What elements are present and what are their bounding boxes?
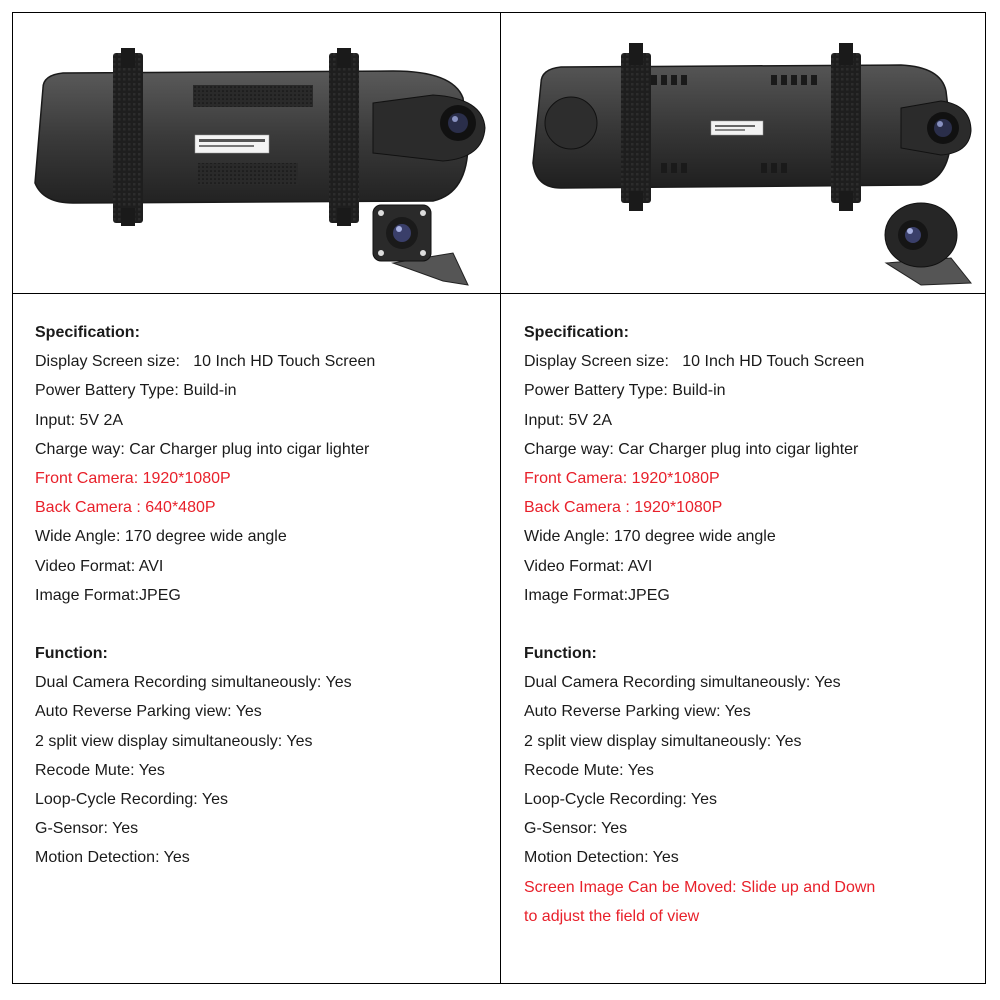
spec-item: Display Screen size: 10 Inch HD Touch Screen — [524, 353, 865, 371]
spec-item: Image Format:JPEG — [35, 586, 181, 604]
rear-camera-illustration — [885, 203, 971, 285]
function-item: Motion Detection: Yes — [35, 849, 190, 867]
spec-item: Back Camera : 640*480P — [35, 499, 216, 517]
right-product-image — [501, 13, 986, 293]
spec-item: Back Camera : 1920*1080P — [524, 499, 723, 517]
spec-item: Input: 5V 2A — [524, 411, 613, 429]
mirror-dashcam-illustration-right — [501, 13, 986, 293]
spec-item: Video Format: AVI — [524, 557, 653, 575]
function-item: Recode Mute: Yes — [524, 761, 654, 779]
function-item: G-Sensor: Yes — [35, 820, 139, 838]
specification-heading: Specification: — [35, 324, 140, 341]
mirror-dashcam-illustration-left — [13, 13, 500, 293]
spec-item: Charge way: Car Charger plug into cigar lighter — [35, 440, 370, 458]
spec-list — [35, 347, 375, 610]
function-item: 2 split view display simultaneously: Yes — [35, 732, 313, 750]
function-item: Auto Reverse Parking view: Yes — [524, 703, 751, 721]
row-divider — [13, 293, 985, 294]
left-product-image — [13, 13, 500, 293]
spec-item: Video Format: AVI — [35, 557, 164, 575]
spec-item: Wide Angle: 170 degree wide angle — [35, 528, 287, 546]
spec-item: Power Battery Type: Build-in — [524, 382, 726, 400]
function-item: Motion Detection: Yes — [524, 849, 679, 867]
function-item: G-Sensor: Yes — [524, 820, 628, 838]
function-item: 2 split view display simultaneously: Yes — [524, 732, 802, 750]
right-spec-panel — [524, 318, 875, 931]
function-item: Auto Reverse Parking view: Yes — [35, 703, 262, 721]
function-item: Loop-Cycle Recording: Yes — [35, 791, 229, 808]
function-heading: Function: — [35, 645, 108, 663]
function-heading: Function: — [524, 645, 597, 663]
function-item: Dual Camera Recording simultaneously: Yes — [35, 674, 352, 692]
function-item: Screen Image Can be Moved: Slide up and Down — [524, 878, 876, 896]
specification-heading: Specification: — [524, 324, 629, 341]
spec-item: Front Camera: 1920*1080P — [524, 469, 720, 487]
function-item: Dual Camera Recording simultaneously: Yes — [524, 674, 841, 692]
spec-item: Charge way: Car Charger plug into cigar lighter — [524, 440, 859, 458]
spec-list — [524, 347, 875, 610]
spec-item: Wide Angle: 170 degree wide angle — [524, 528, 776, 546]
spec-item: Input: 5V 2A — [35, 411, 124, 429]
function-item: Recode Mute: Yes — [35, 761, 165, 779]
spec-item: Power Battery Type: Build-in — [35, 382, 237, 400]
function-list — [524, 668, 875, 931]
function-list — [35, 668, 375, 872]
rear-camera-illustration — [373, 205, 468, 285]
spec-item: Front Camera: 1920*1080P — [35, 469, 231, 487]
spec-item: Display Screen size: 10 Inch HD Touch Screen — [35, 353, 376, 371]
function-item: to adjust the field of view — [524, 907, 700, 925]
left-spec-panel — [35, 318, 375, 873]
spec-item: Image Format:JPEG — [524, 586, 670, 604]
function-item: Loop-Cycle Recording: Yes — [524, 791, 718, 808]
